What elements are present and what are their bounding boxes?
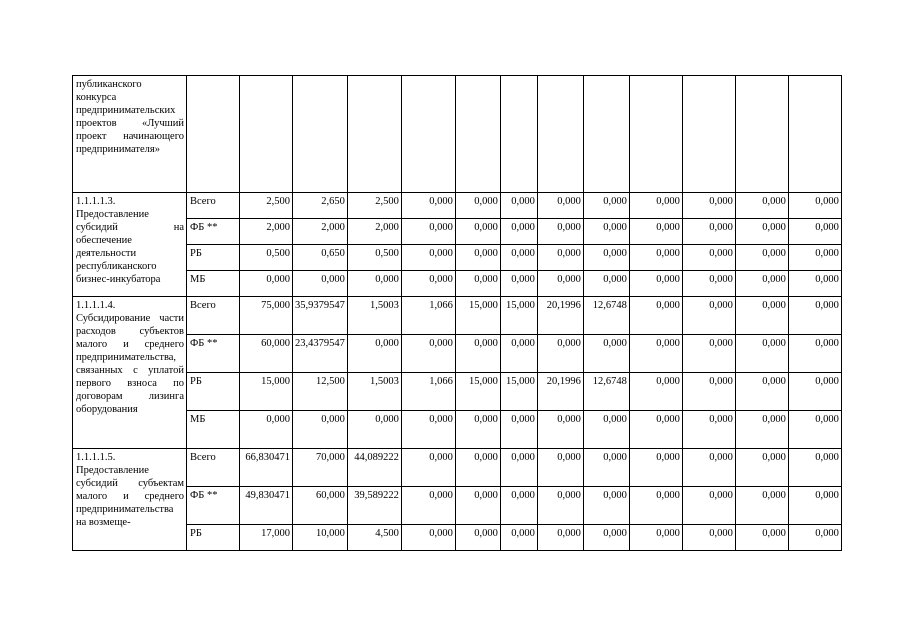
- value-cell: 0,000: [537, 487, 583, 525]
- value-cell: 0,000: [500, 411, 537, 449]
- value-cell: 10,000: [293, 525, 348, 551]
- value-cell: 0,000: [629, 297, 682, 335]
- value-cell: 0,000: [401, 487, 455, 525]
- value-cell: 1,066: [401, 373, 455, 411]
- value-cell: 0,000: [240, 271, 293, 297]
- value-cell: 0,000: [629, 373, 682, 411]
- value-cell: 20,1996: [537, 297, 583, 335]
- value-cell: 0,000: [537, 449, 583, 487]
- value-cell: 35,9379547: [293, 297, 348, 335]
- value-cell: 15,000: [240, 373, 293, 411]
- value-cell: 0,000: [682, 487, 735, 525]
- value-cell: 0,000: [401, 193, 455, 219]
- value-cell: 0,000: [788, 335, 841, 373]
- value-cell: 2,000: [240, 219, 293, 245]
- value-cell: 0,000: [629, 487, 682, 525]
- funding-source-label: Всего: [187, 449, 240, 487]
- value-cell: 0,000: [401, 411, 455, 449]
- funding-source-label: ФБ **: [187, 219, 240, 245]
- value-cell: 0,000: [788, 245, 841, 271]
- table-row: [73, 373, 842, 411]
- value-cell: 0,000: [735, 373, 788, 411]
- table-row: [73, 449, 842, 487]
- value-cell: 0,000: [735, 245, 788, 271]
- funding-source-label: МБ: [187, 411, 240, 449]
- value-cell: 0,000: [735, 335, 788, 373]
- funding-source-label: Всего: [187, 193, 240, 219]
- value-cell: 0,000: [682, 271, 735, 297]
- value-cell: 0,000: [537, 193, 583, 219]
- empty-cell: [347, 76, 401, 193]
- value-cell: 0,000: [788, 449, 841, 487]
- table-row: [73, 245, 842, 271]
- value-cell: 0,000: [735, 449, 788, 487]
- value-cell: 0,000: [401, 525, 455, 551]
- value-cell: 0,000: [629, 193, 682, 219]
- value-cell: 0,000: [682, 373, 735, 411]
- funding-source-label: РБ: [187, 373, 240, 411]
- value-cell: 0,000: [788, 525, 841, 551]
- value-cell: 0,000: [347, 411, 401, 449]
- value-cell: 0,000: [537, 335, 583, 373]
- value-cell: 0,000: [455, 245, 500, 271]
- funding-source-label: Всего: [187, 297, 240, 335]
- value-cell: 12,500: [293, 373, 348, 411]
- value-cell: 1,5003: [347, 373, 401, 411]
- value-cell: 0,000: [583, 449, 629, 487]
- value-cell: 0,000: [682, 525, 735, 551]
- empty-cell: [187, 76, 240, 193]
- empty-cell: [455, 76, 500, 193]
- value-cell: 0,000: [401, 219, 455, 245]
- value-cell: 4,500: [347, 525, 401, 551]
- empty-cell: [629, 76, 682, 193]
- value-cell: 0,000: [401, 271, 455, 297]
- value-cell: 39,589222: [347, 487, 401, 525]
- value-cell: 0,000: [537, 411, 583, 449]
- measure-description: 1.1.1.1.5. Предоставление субсидий субъектам малого и среднего предпринимательства на возмеще-: [73, 449, 187, 551]
- value-cell: 0,000: [629, 245, 682, 271]
- value-cell: 0,000: [347, 335, 401, 373]
- empty-cell: [788, 76, 841, 193]
- value-cell: 0,000: [401, 335, 455, 373]
- value-cell: 0,000: [583, 525, 629, 551]
- funding-source-label: ФБ **: [187, 487, 240, 525]
- value-cell: 0,000: [537, 245, 583, 271]
- value-cell: 2,500: [347, 193, 401, 219]
- table-row: [73, 487, 842, 525]
- value-cell: 12,6748: [583, 297, 629, 335]
- value-cell: 0,000: [682, 297, 735, 335]
- value-cell: 60,000: [240, 335, 293, 373]
- value-cell: 0,000: [735, 487, 788, 525]
- value-cell: 0,000: [401, 245, 455, 271]
- value-cell: 0,000: [583, 335, 629, 373]
- value-cell: 0,000: [455, 449, 500, 487]
- value-cell: 0,000: [629, 271, 682, 297]
- value-cell: 0,000: [583, 411, 629, 449]
- value-cell: 0,000: [347, 271, 401, 297]
- funding-source-label: РБ: [187, 525, 240, 551]
- value-cell: 15,000: [455, 297, 500, 335]
- value-cell: 0,000: [455, 271, 500, 297]
- value-cell: 0,000: [788, 271, 841, 297]
- value-cell: 0,000: [500, 219, 537, 245]
- table-row: [73, 297, 842, 335]
- value-cell: 0,000: [500, 245, 537, 271]
- budget-table: [72, 75, 842, 551]
- header-continuation-text: публиканского конкурса предпринимательских проектов «Лучший проект начинающего предпринимателя»: [73, 76, 187, 193]
- table-row: [73, 525, 842, 551]
- empty-cell: [682, 76, 735, 193]
- value-cell: 2,650: [293, 193, 348, 219]
- value-cell: 0,000: [500, 525, 537, 551]
- table-row: [73, 335, 842, 373]
- value-cell: 0,000: [788, 193, 841, 219]
- value-cell: 23,4379547: [293, 335, 348, 373]
- value-cell: 12,6748: [583, 373, 629, 411]
- value-cell: 0,650: [293, 245, 348, 271]
- value-cell: 0,000: [537, 271, 583, 297]
- value-cell: 0,000: [500, 449, 537, 487]
- value-cell: 0,000: [583, 487, 629, 525]
- value-cell: 0,000: [629, 449, 682, 487]
- value-cell: 0,000: [735, 525, 788, 551]
- value-cell: 0,000: [293, 411, 348, 449]
- empty-cell: [401, 76, 455, 193]
- value-cell: 0,000: [682, 219, 735, 245]
- value-cell: 0,000: [682, 411, 735, 449]
- value-cell: 0,000: [788, 219, 841, 245]
- value-cell: 0,500: [347, 245, 401, 271]
- value-cell: 0,000: [735, 297, 788, 335]
- value-cell: 0,000: [455, 219, 500, 245]
- value-cell: 0,000: [455, 335, 500, 373]
- value-cell: 0,000: [583, 193, 629, 219]
- value-cell: 0,000: [583, 219, 629, 245]
- value-cell: 0,000: [629, 525, 682, 551]
- measure-description: 1.1.1.1.3. Предоставление субсидий на обеспечение деятельности республиканского бизнес-инкубатора: [73, 193, 187, 297]
- value-cell: 0,000: [583, 245, 629, 271]
- value-cell: 0,000: [682, 193, 735, 219]
- value-cell: 0,000: [629, 219, 682, 245]
- value-cell: 0,000: [537, 219, 583, 245]
- value-cell: 49,830471: [240, 487, 293, 525]
- empty-cell: [735, 76, 788, 193]
- value-cell: 15,000: [500, 297, 537, 335]
- funding-source-label: РБ: [187, 245, 240, 271]
- value-cell: 44,089222: [347, 449, 401, 487]
- value-cell: 0,000: [583, 271, 629, 297]
- empty-cell: [293, 76, 348, 193]
- value-cell: 0,000: [682, 335, 735, 373]
- value-cell: 60,000: [293, 487, 348, 525]
- value-cell: 0,000: [500, 487, 537, 525]
- value-cell: 2,500: [240, 193, 293, 219]
- value-cell: 0,000: [455, 411, 500, 449]
- value-cell: 0,500: [240, 245, 293, 271]
- value-cell: 75,000: [240, 297, 293, 335]
- value-cell: 70,000: [293, 449, 348, 487]
- value-cell: 15,000: [455, 373, 500, 411]
- value-cell: 0,000: [682, 449, 735, 487]
- value-cell: 0,000: [682, 245, 735, 271]
- value-cell: 0,000: [629, 335, 682, 373]
- value-cell: 0,000: [537, 525, 583, 551]
- value-cell: 1,066: [401, 297, 455, 335]
- empty-cell: [537, 76, 583, 193]
- value-cell: 2,000: [293, 219, 348, 245]
- value-cell: 15,000: [500, 373, 537, 411]
- value-cell: 0,000: [455, 487, 500, 525]
- value-cell: 0,000: [735, 271, 788, 297]
- value-cell: 0,000: [788, 297, 841, 335]
- value-cell: 0,000: [293, 271, 348, 297]
- value-cell: 0,000: [629, 411, 682, 449]
- value-cell: 0,000: [788, 411, 841, 449]
- value-cell: 0,000: [788, 373, 841, 411]
- value-cell: 0,000: [735, 411, 788, 449]
- value-cell: 0,000: [455, 525, 500, 551]
- header-continuation-row: [73, 76, 842, 193]
- value-cell: 17,000: [240, 525, 293, 551]
- value-cell: 2,000: [347, 219, 401, 245]
- value-cell: 0,000: [735, 193, 788, 219]
- table-row: [73, 411, 842, 449]
- value-cell: 66,830471: [240, 449, 293, 487]
- value-cell: 0,000: [500, 271, 537, 297]
- empty-cell: [240, 76, 293, 193]
- value-cell: 0,000: [240, 411, 293, 449]
- empty-cell: [583, 76, 629, 193]
- value-cell: 0,000: [455, 193, 500, 219]
- value-cell: 1,5003: [347, 297, 401, 335]
- funding-source-label: ФБ **: [187, 335, 240, 373]
- value-cell: 0,000: [500, 335, 537, 373]
- value-cell: 0,000: [735, 219, 788, 245]
- value-cell: 0,000: [788, 487, 841, 525]
- table-row: [73, 219, 842, 245]
- funding-source-label: МБ: [187, 271, 240, 297]
- empty-cell: [500, 76, 537, 193]
- value-cell: 20,1996: [537, 373, 583, 411]
- value-cell: 0,000: [500, 193, 537, 219]
- table-row: [73, 271, 842, 297]
- measure-description: 1.1.1.1.4. Субсидирование части расходов субъектов малого и среднего предпринимательства, связанных с уплатой первого взноса по договорам лизинга оборудования: [73, 297, 187, 449]
- table-row: [73, 193, 842, 219]
- value-cell: 0,000: [401, 449, 455, 487]
